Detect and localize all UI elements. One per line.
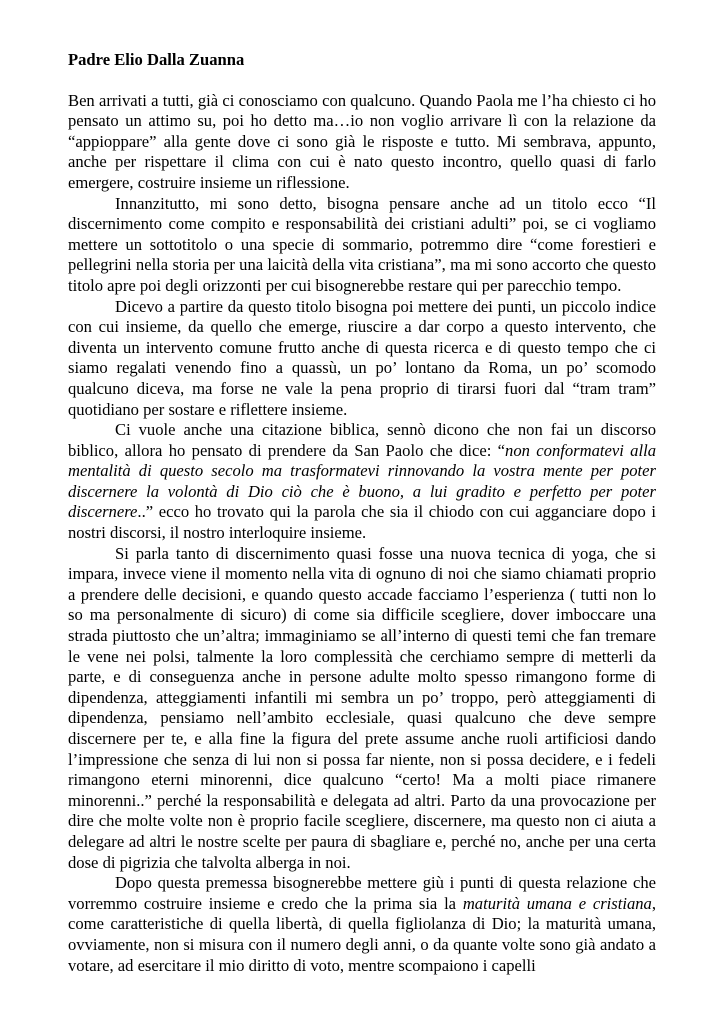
bible-quote: non conformatevi alla mentalità di questo secolo ma trasformatevi rinnovando la vostra mente per poter discernere la volontà di Dio ciò che è buono, a lui gradito e perfetto per poter discernere: [68, 440, 657, 522]
paragraph-6-intro: Dopo questa premessa bisognerebbe mettere giù i punti di questa relazione che vorremmo costruire insieme e credo che la prima sia la: [68, 873, 656, 913]
emphasis-maturity: maturità umana e cristiana: [462, 893, 652, 913]
paragraph-4-outro: ..” ecco ho trovato qui la parola che sia il chiodo con cui agganciare dopo i nostri discorsi, il nostro interloquire insieme.: [68, 502, 656, 543]
paragraph-3: Dicevo a partire da questo titolo bisogna poi mettere dei punti, un piccolo indice con cui insieme, da quello che emerge, riuscire a dar corpo a questo intervento, che diventa un intervento comune frutto anche di questa ricerca e di questo tempo che ci siamo regalati venendo fino a quassù, un po’ lontano da Roma, un po’ scomodo qualcuno diceva, ma forse ne vale la pena proprio di tirarsi fuori dal “tram tram” quotidiano per sostare e riflettere insieme.: [68, 296, 656, 419]
paragraph-2: Innanzitutto, mi sono detto, bisogna pensare anche ad un titolo ecco “Il discernimento come compito e responsabilità dei cristiani adulti” poi, se ci vogliamo mettere un sottotitolo o una specie di sommario, potremmo dire “come forestieri e pellegrini nella storia per una laicità della vita cristiana”, ma mi sono accorto che questo titolo apre poi degli orizzonti per cui bisognerebbe restare qui per parecchio tempo.: [68, 193, 656, 295]
paragraph-5: Si parla tanto di discernimento quasi fosse una nuova tecnica di yoga, che si impara, invece viene il momento nella vita di ognuno di noi che siamo chiamati proprio a prendere delle decisioni, e quando questo accade facciamo l’esperienza ( tutti non lo so ma personalmente di sicuro) di come sia difficile scegliere, dover imboccare una strada piuttosto che un’altra; immaginiamo se all’interno di questi temi che fan tremare le vene nei polsi, talmente la loro complessità che cerchiamo sempre di metterli da parte, e di conseguenza anche in persone adulte molto spesso rimangono forme di dipendenza, atteggiamenti infantili mi sembra un po’ troppo, però atteggiamenti di dipendenza, pensiamo nell’ambito ecclesiale, quasi qualcuno che deve sempre discernere per te, e alla fine la figura del prete assume anche ruoli artificiosi dando l’impressione che senza di lui non si possa far niente, non si possa decidere, e i fedeli rimangono eterni minorenni, dice qualcuno “certo! Ma a molti piace rimanere minorenni..” perché la responsabilità e delegata ad altri. Parto da una provocazione per dire che molte volte non è proprio facile scegliere, discernere, ma questo non ci aiuta a delegare ad altri le nostre scelte per paura di sbagliare e, perché no, anche per una certa dose di pigrizia che talvolta alberga in noi.: [68, 543, 656, 872]
paragraph-6-outro: , come caratteristiche di quella libertà, di quella figliolanza di Dio; la maturità umana, ovviamente, non si misura con il numero degli anni, o da quante volte sono già andato a votare, ad esercitare il mio diritto di voto, mentre scompaiono i capelli: [68, 893, 656, 975]
document-page: [68, 50, 656, 976]
paragraph-4: [68, 420, 656, 544]
document-title: Padre Elio Dalla Zuanna: [68, 50, 245, 69]
paragraph-4-intro: Ci vuole anche una citazione biblica, sennò dicono che non fai un discorso biblico, allora ho pensato di prendere da San Paolo che dice: “: [68, 420, 656, 460]
paragraph-1: Ben arrivati a tutti, già ci conosciamo con qualcuno. Quando Paola me l’ha chiesto ci ho pensato un attimo su, poi ho detto ma…io non voglio arrivare lì con la relazione da “appioppare” alla gente dove ci sono già le risposte e tutto. Mi sembrava, appunto, anche per rispettare il clima con cui è nato questo incontro, quello quasi di farlo emergere, costruire insieme un riflessione.: [68, 90, 656, 192]
paragraph-6: [68, 873, 656, 976]
